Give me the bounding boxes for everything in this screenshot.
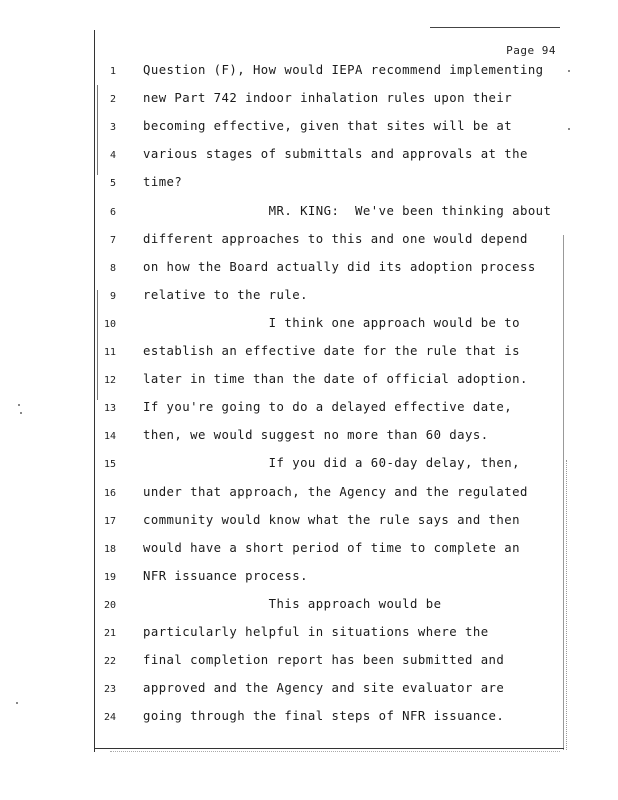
line-text: NFR issuance process. (143, 568, 308, 583)
transcript-line (0, 260, 560, 280)
line-text: establish an effective date for the rule that is (143, 344, 520, 358)
page-number: Page 94 (506, 44, 556, 57)
transcript-line (0, 709, 560, 729)
line-number: 20 (103, 599, 116, 611)
line-number: 6 (109, 206, 116, 218)
transcript-line (0, 428, 560, 448)
top-rule (430, 27, 560, 28)
transcript-line (0, 119, 560, 139)
transcript-line (0, 372, 560, 392)
line-text: under that approach, the Agency and the regulated (143, 484, 528, 499)
line-text: becoming effective, given that sites will be at (143, 119, 513, 134)
line-number: 23 (103, 684, 116, 696)
line-number: 22 (103, 656, 116, 668)
line-number: 16 (103, 487, 116, 499)
line-text: time? (143, 175, 183, 190)
line-number: 14 (103, 431, 116, 443)
transcript-line (0, 485, 560, 505)
line-text: relative to the rule. (143, 287, 308, 302)
transcript-line (0, 175, 560, 195)
transcript-line (0, 147, 560, 167)
transcript-line (0, 569, 560, 589)
line-text: This approach would be (143, 596, 442, 611)
transcript-line (0, 513, 560, 533)
line-text: new Part 742 indoor inhalation rules upon their (143, 91, 513, 106)
line-number: 19 (103, 571, 116, 583)
scan-speck (16, 702, 18, 704)
line-number: 10 (103, 318, 116, 330)
transcript-line (0, 316, 560, 336)
line-number: 11 (103, 347, 116, 358)
line-number: 5 (109, 178, 116, 190)
line-text: community would know what the rule says and then (143, 512, 520, 527)
line-text: If you're going to do a delayed effective date, (143, 400, 513, 415)
line-text: on how the Board actually did its adoption process (143, 259, 536, 274)
line-number: 17 (103, 515, 116, 527)
transcript-line (0, 625, 560, 645)
transcript-line (0, 653, 560, 673)
transcript-line (0, 597, 560, 617)
transcript-line (0, 288, 560, 308)
transcript-line (0, 400, 560, 420)
line-text: then, we would suggest no more than 60 days. (143, 428, 489, 443)
line-number: 24 (103, 712, 116, 724)
line-number: 9 (109, 290, 116, 302)
line-number: 13 (103, 403, 116, 415)
line-number: 12 (103, 375, 116, 387)
line-text: different approaches to this and one would depend (143, 231, 528, 246)
line-number: 3 (109, 122, 116, 134)
transcript-line (0, 681, 560, 701)
line-text: approved and the Agency and site evaluator are (143, 681, 505, 696)
line-text: various stages of submittals and approvals at the (143, 147, 528, 162)
line-number: 1 (109, 66, 116, 77)
line-number: 7 (109, 234, 116, 246)
bottom-rule (94, 748, 564, 749)
line-text: I think one approach would be to (143, 315, 520, 330)
transcript-line (0, 344, 560, 364)
scan-speck (568, 70, 570, 72)
line-text: If you did a 60-day delay, then, (143, 456, 520, 471)
bottom-speckle (110, 751, 560, 753)
line-number: 15 (103, 459, 116, 471)
line-text: Question (F), How would IEPA recommend implementing (143, 63, 544, 77)
transcript-line (0, 63, 560, 83)
transcript-line (0, 204, 560, 224)
transcript-line (0, 232, 560, 252)
line-text: going through the final steps of NFR issuance. (143, 709, 505, 724)
line-number: 18 (103, 543, 116, 555)
transcript-line (0, 91, 560, 111)
line-number: 4 (109, 150, 116, 162)
line-number: 8 (109, 262, 116, 274)
transcript-line (0, 541, 560, 561)
line-text: would have a short period of time to complete an (143, 540, 520, 555)
line-text: final completion report has been submitted and (143, 653, 505, 668)
scan-speck (568, 128, 570, 130)
right-margin-speckle (566, 460, 568, 750)
line-text: MR. KING: We've been thinking about (143, 203, 552, 218)
transcript-line (0, 456, 560, 476)
line-text: later in time than the date of official adoption. (143, 372, 528, 387)
right-margin-rule (563, 235, 564, 750)
line-number: 2 (109, 94, 116, 106)
line-text: particularly helpful in situations where the (143, 625, 489, 639)
line-number: 21 (103, 628, 116, 639)
